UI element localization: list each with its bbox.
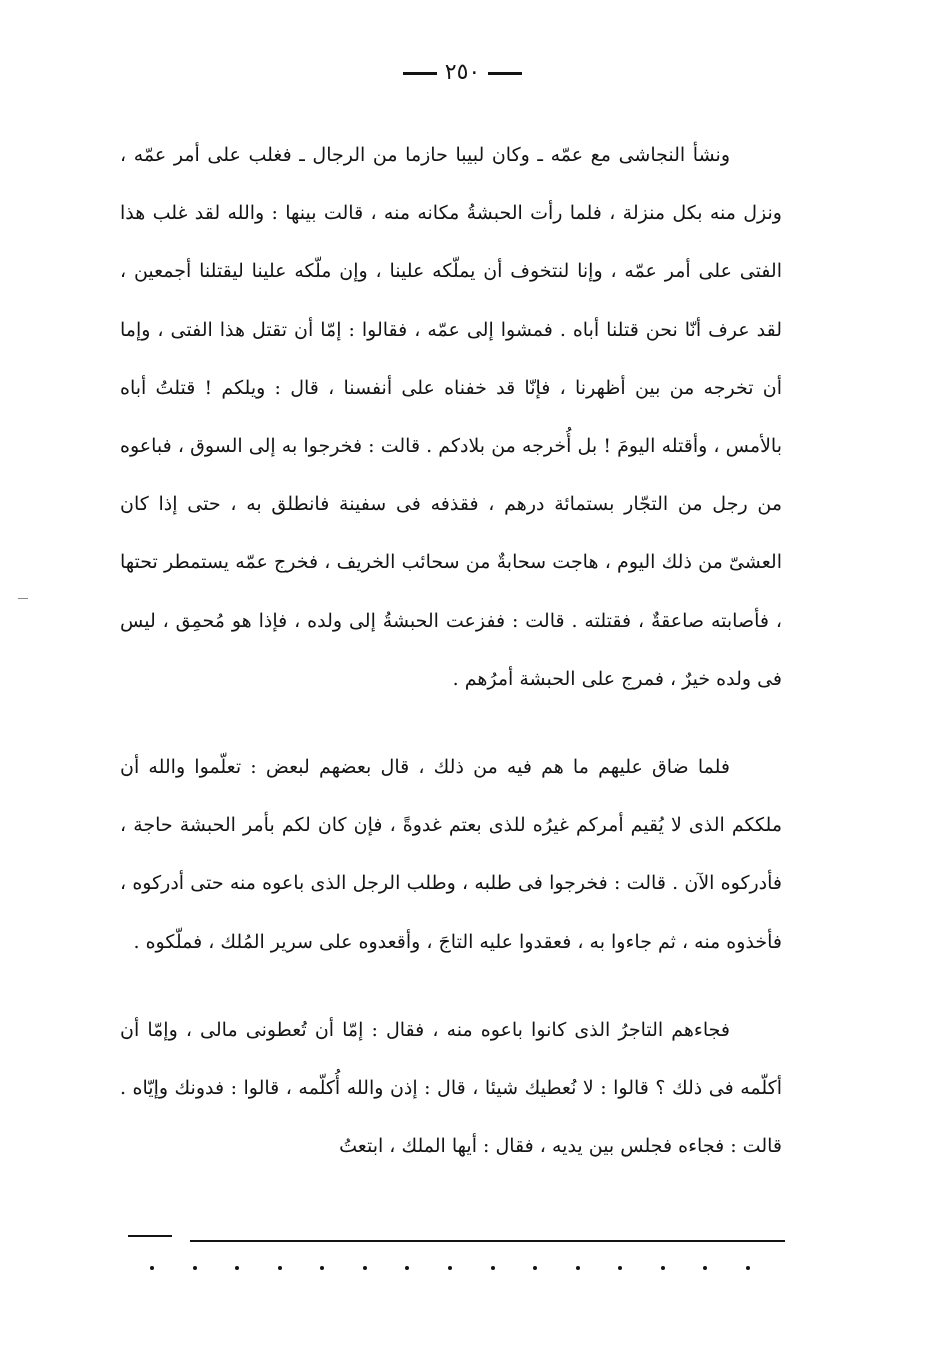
footnote-dot <box>363 1266 367 1270</box>
footnote-dot <box>703 1266 707 1270</box>
footnote-dot <box>278 1266 282 1270</box>
paragraph-2: فلما ضاق عليهم ما هم فيه من ذلك ، قال بعضهم لبعض : تعلّموا والله أن ملككم الذى لا يُقيم أمركم غيرُه للذى بعتم غدوةً ، فإن كان لكم بأمر الحبشة حاجة ، فأدركوه الآن . قالت : فخرجوا فى طلبه ، وطلب الرجل الذى باعوه منه حتى أدركوه ، فأخذوه منه ، ثم جاءوا به ، فعقدوا عليه التاجَ ، وأقعدوه على سرير المُلك ، فملّكوه . <box>120 756 782 953</box>
footnote-dot <box>618 1266 622 1270</box>
body-text <box>120 126 782 1175</box>
footnote-rule-short <box>128 1235 172 1237</box>
page-number-dash-right <box>488 72 522 75</box>
footnote-dot <box>491 1266 495 1270</box>
footnote-dot <box>320 1266 324 1270</box>
footnote-dot <box>193 1266 197 1270</box>
footnote-dot <box>235 1266 239 1270</box>
footnote-dot-row <box>150 1266 750 1270</box>
footnote-dot <box>746 1266 750 1270</box>
margin-tick <box>18 598 28 599</box>
footnote-dot <box>661 1266 665 1270</box>
footnote-rule-long <box>190 1240 785 1242</box>
page-number <box>0 58 925 88</box>
footnote-dot <box>448 1266 452 1270</box>
footnote-dot <box>405 1266 409 1270</box>
footnote-dot <box>533 1266 537 1270</box>
page-number-text: ٢٥٠ <box>444 60 481 85</box>
footnote-dot <box>150 1266 154 1270</box>
paragraph-1: ونشأ النجاشى مع عمّه ـ وكان لبيبا حازما من الرجال ـ فغلب على أمر عمّه ، ونزل منه بكل منزلة ، فلما رأت الحبشةُ مكانه منه ، قالت بينها : والله لقد غلب هذا الفتى على أمر عمّه ، وإنا لنتخوف أن يملّكه علينا ، وإن ملّكه علينا ليقتلنا أجمعين ، لقد عرف أنّا نحن قتلنا أباه . فمشوا إلى عمّه ، فقالوا : إمّا أن تقتل هذا الفتى ، وإما أن تخرجه من بين أظهرنا ، فإنّا قد خفناه على أنفسنا ، قال : ويلكم ! قتلتُ أباه بالأمس ، وأقتله اليومَ ! بل أُخرجه من بلادكم . قالت : فخرجوا به إلى السوق ، فباعوه من رجل من التجّار بستمائة درهم ، فقذفه فى سفينة فانطلق به ، حتى إذا كان العشىّ من ذلك اليوم ، هاجت سحابةٌ من سحائب الخريف ، فخرج عمّه يستمطر تحتها ، فأصابته صاعقةٌ ، فقتلته . قالت : ففزعت الحبشةُ إلى ولده ، فإذا هو مُحمِق ، ليس فى ولده خيرٌ ، فمرج على الحبشة أمرُهم . <box>120 144 783 690</box>
page-number-dash-left <box>403 72 437 75</box>
paragraph-3: فجاءهم التاجرُ الذى كانوا باعوه منه ، فقال : إمّا أن تُعطونى مالى ، وإمّا أن أكلّمه فى ذلك ؟ قالوا : لا نُعطيك شيئا ، قال : إذن والله أُكلّمه ، قالوا : فدونك وإيّاه . قالت : فجاءه فجلس بين يديه ، فقال : أيها الملك ، ابتعتُ <box>120 1018 782 1158</box>
footnote-dot <box>576 1266 580 1270</box>
